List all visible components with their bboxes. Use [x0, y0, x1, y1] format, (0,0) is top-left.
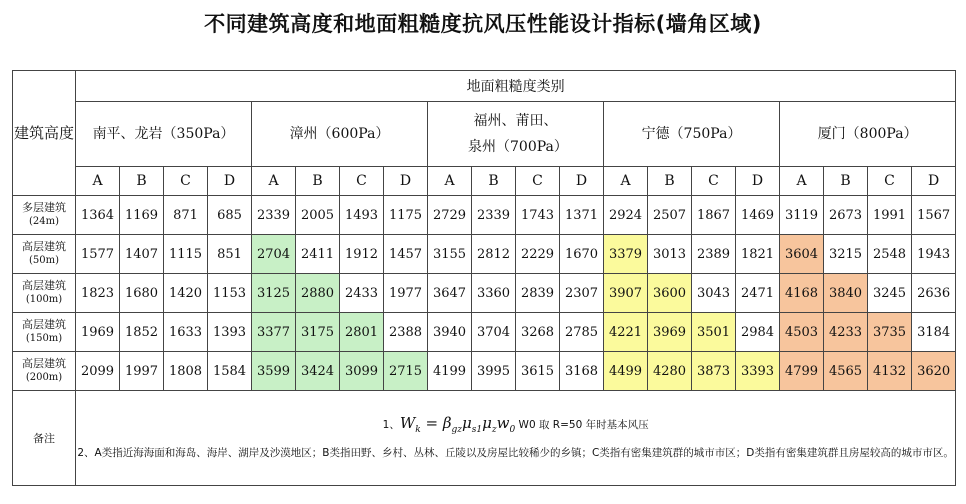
roughness-category: D: [736, 167, 780, 196]
value-cell: 1991: [868, 196, 912, 235]
value-cell: 2924: [604, 196, 648, 235]
roughness-category: A: [780, 167, 824, 196]
value-cell: 3360: [472, 274, 516, 313]
value-cell: 1852: [120, 313, 164, 352]
value-cell: 3215: [824, 235, 868, 274]
wind-load-formula: $W_k = \beta_{gz}\mu_{s1}\mu_zw_0$: [399, 413, 516, 435]
value-cell: 3940: [428, 313, 472, 352]
value-cell: 3735: [868, 313, 912, 352]
value-cell: 1821: [736, 235, 780, 274]
row-label: [13, 352, 76, 391]
roughness-category: B: [648, 167, 692, 196]
value-cell: 4799: [780, 352, 824, 391]
value-cell: 2704: [252, 235, 296, 274]
region-header: 漳州（600Pa）: [252, 102, 428, 167]
value-cell: 2471: [736, 274, 780, 313]
value-cell: 1912: [340, 235, 384, 274]
row-label: [13, 196, 76, 235]
value-cell: 2339: [252, 196, 296, 235]
value-cell: 3600: [648, 274, 692, 313]
note-2: 2、A类指近海海面和海岛、海岸、湖岸及沙漠地区；B类指田野、乡村、丛林、丘陵以及房屋比较稀少的乡镇；C类指有密集建筑群的城市市区；D类指有密集建筑群且房屋较高的城市市区。: [77, 446, 954, 459]
region-header: 南平、龙岩（350Pa）: [76, 102, 252, 167]
building-type: 高层建筑: [22, 240, 66, 253]
value-cell: 2339: [472, 196, 516, 235]
value-cell: 3043: [692, 274, 736, 313]
value-cell: 3175: [296, 313, 340, 352]
building-height: (50m): [28, 255, 59, 266]
value-cell: 1393: [208, 313, 252, 352]
roughness-category: A: [76, 167, 120, 196]
notes-label: 备注: [13, 391, 76, 486]
roughness-category: C: [692, 167, 736, 196]
value-cell: 871: [164, 196, 208, 235]
roughness-category: A: [428, 167, 472, 196]
value-cell: 4168: [780, 274, 824, 313]
building-type: 高层建筑: [22, 279, 66, 292]
roughness-category: B: [120, 167, 164, 196]
row-label: [13, 274, 76, 313]
roughness-category: C: [340, 167, 384, 196]
value-cell: 2411: [296, 235, 340, 274]
value-cell: 2389: [692, 235, 736, 274]
value-cell: 4499: [604, 352, 648, 391]
value-cell: 2880: [296, 274, 340, 313]
roughness-category: C: [516, 167, 560, 196]
value-cell: 3424: [296, 352, 340, 391]
value-cell: 3615: [516, 352, 560, 391]
value-cell: 1169: [120, 196, 164, 235]
value-cell: 3119: [780, 196, 824, 235]
roughness-category: D: [208, 167, 252, 196]
building-height: (150m): [25, 333, 63, 344]
roughness-category: D: [384, 167, 428, 196]
value-cell: 2388: [384, 313, 428, 352]
value-cell: 3501: [692, 313, 736, 352]
value-cell: 1823: [76, 274, 120, 313]
value-cell: 851: [208, 235, 252, 274]
value-cell: 2307: [560, 274, 604, 313]
building-height: (200m): [25, 372, 63, 383]
value-cell: 3155: [428, 235, 472, 274]
value-cell: 2229: [516, 235, 560, 274]
value-cell: 3393: [736, 352, 780, 391]
value-cell: 4233: [824, 313, 868, 352]
value-cell: 1867: [692, 196, 736, 235]
note-1: 1、$W_k = \beta_{gz}\mu_{s1}\mu_zw_0$ W0 取 R=50 年时基本风压: [382, 413, 649, 435]
value-cell: 1567: [912, 196, 956, 235]
value-cell: 3969: [648, 313, 692, 352]
value-cell: 3647: [428, 274, 472, 313]
value-cell: 1808: [164, 352, 208, 391]
value-cell: 3604: [780, 235, 824, 274]
value-cell: 1175: [384, 196, 428, 235]
table-row: [13, 196, 956, 235]
roughness-category: B: [472, 167, 516, 196]
region-header: 宁德（750Pa）: [604, 102, 780, 167]
value-cell: 2785: [560, 313, 604, 352]
value-cell: 1469: [736, 196, 780, 235]
value-cell: 4565: [824, 352, 868, 391]
table-row: [13, 274, 956, 313]
building-height: (100m): [25, 294, 63, 305]
value-cell: 2507: [648, 196, 692, 235]
value-cell: 2801: [340, 313, 384, 352]
roughness-category: B: [824, 167, 868, 196]
region-header: 厦门（800Pa）: [780, 102, 956, 167]
value-cell: 4199: [428, 352, 472, 391]
building-type: 多层建筑: [22, 201, 66, 214]
value-cell: 4280: [648, 352, 692, 391]
value-cell: 2548: [868, 235, 912, 274]
roughness-category: A: [252, 167, 296, 196]
building-height-header: 建筑高度: [13, 71, 76, 196]
value-cell: 1371: [560, 196, 604, 235]
value-cell: 2984: [736, 313, 780, 352]
value-cell: 2099: [76, 352, 120, 391]
wind-pressure-table: [12, 70, 956, 486]
region-header: 福州、莆田、泉州（700Pa）: [428, 102, 604, 167]
roughness-category: C: [868, 167, 912, 196]
value-cell: 1969: [76, 313, 120, 352]
roughness-category: D: [560, 167, 604, 196]
row-label: [13, 313, 76, 352]
value-cell: 1115: [164, 235, 208, 274]
value-cell: 1943: [912, 235, 956, 274]
value-cell: 3840: [824, 274, 868, 313]
value-cell: 685: [208, 196, 252, 235]
value-cell: 1670: [560, 235, 604, 274]
value-cell: 1633: [164, 313, 208, 352]
value-cell: 1364: [76, 196, 120, 235]
value-cell: 2715: [384, 352, 428, 391]
value-cell: 1743: [516, 196, 560, 235]
roughness-category: C: [164, 167, 208, 196]
roughness-category: B: [296, 167, 340, 196]
row-label: [13, 235, 76, 274]
value-cell: 3184: [912, 313, 956, 352]
value-cell: 1584: [208, 352, 252, 391]
value-cell: 4221: [604, 313, 648, 352]
building-type: 高层建筑: [22, 357, 66, 370]
value-cell: 4503: [780, 313, 824, 352]
value-cell: 3099: [340, 352, 384, 391]
value-cell: 2673: [824, 196, 868, 235]
table-row: [13, 313, 956, 352]
building-type: 高层建筑: [22, 318, 66, 331]
value-cell: 3995: [472, 352, 516, 391]
value-cell: 1493: [340, 196, 384, 235]
page-title: 不同建筑高度和地面粗糙度抗风压性能设计指标(墙角区域): [204, 12, 762, 36]
value-cell: 1977: [384, 274, 428, 313]
value-cell: 1153: [208, 274, 252, 313]
value-cell: 3599: [252, 352, 296, 391]
value-cell: 2839: [516, 274, 560, 313]
value-cell: 1680: [120, 274, 164, 313]
value-cell: 1420: [164, 274, 208, 313]
value-cell: 3125: [252, 274, 296, 313]
roughness-category: D: [912, 167, 956, 196]
value-cell: 3268: [516, 313, 560, 352]
value-cell: 2729: [428, 196, 472, 235]
value-cell: 4132: [868, 352, 912, 391]
value-cell: 1577: [76, 235, 120, 274]
table-row: [13, 352, 956, 391]
table-row: [13, 235, 956, 274]
value-cell: 1407: [120, 235, 164, 274]
value-cell: 2812: [472, 235, 516, 274]
value-cell: 3013: [648, 235, 692, 274]
building-height: (24m): [28, 216, 59, 227]
value-cell: 2636: [912, 274, 956, 313]
notes-body: [76, 391, 956, 486]
roughness-category: A: [604, 167, 648, 196]
value-cell: 3873: [692, 352, 736, 391]
value-cell: 3379: [604, 235, 648, 274]
roughness-header: 地面粗糙度类别: [76, 71, 956, 102]
value-cell: 3704: [472, 313, 516, 352]
value-cell: 1457: [384, 235, 428, 274]
value-cell: 2005: [296, 196, 340, 235]
value-cell: 3907: [604, 274, 648, 313]
value-cell: 3620: [912, 352, 956, 391]
value-cell: 1997: [120, 352, 164, 391]
value-cell: 3377: [252, 313, 296, 352]
value-cell: 3245: [868, 274, 912, 313]
value-cell: 2433: [340, 274, 384, 313]
value-cell: 3168: [560, 352, 604, 391]
